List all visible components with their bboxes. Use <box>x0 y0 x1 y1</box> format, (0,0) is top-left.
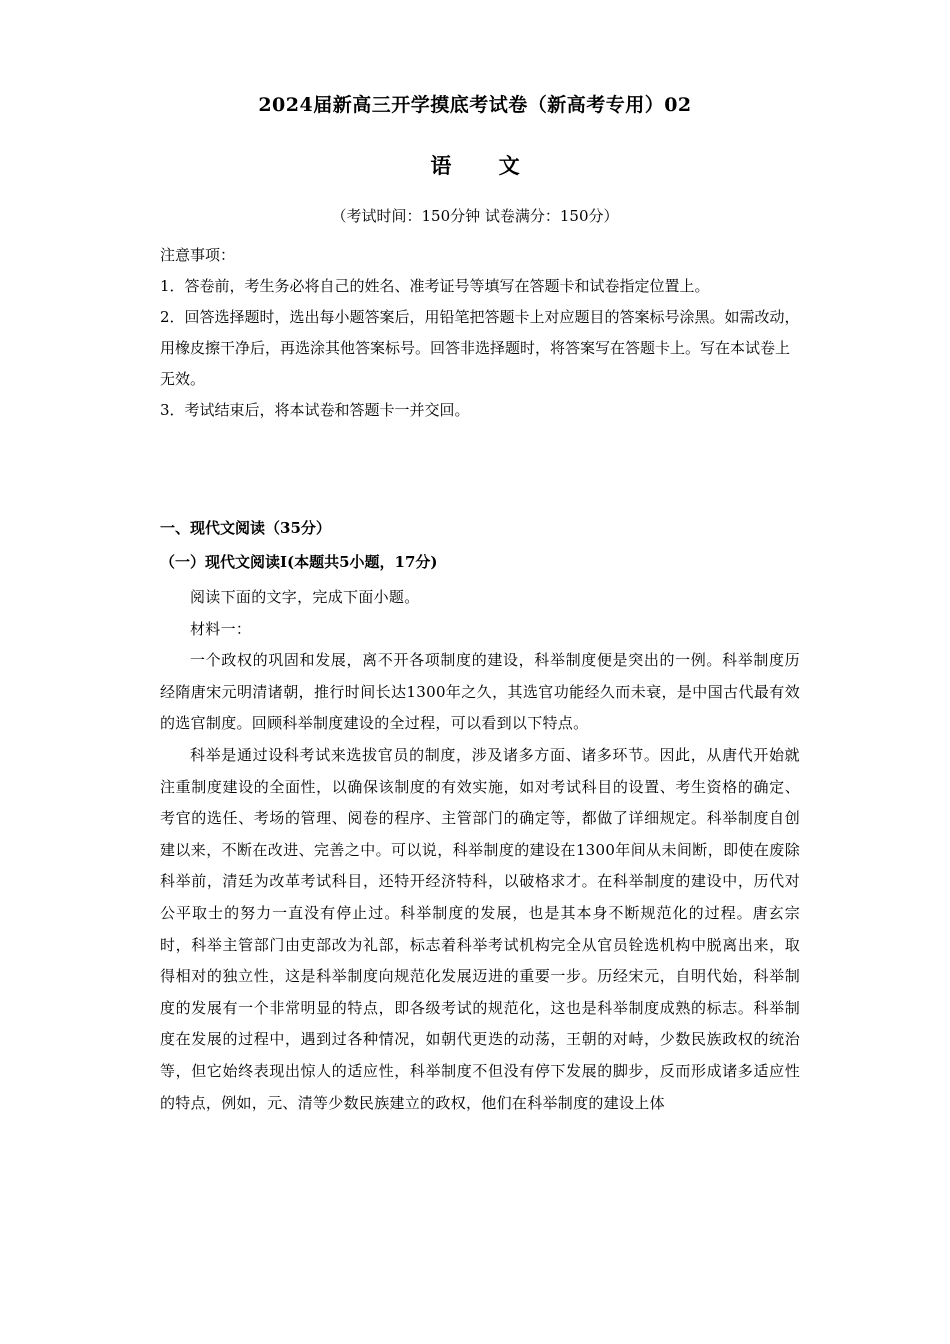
instruction: 阅读下面的文字，完成下面小题。 <box>190 588 420 606</box>
page-title: 2024届新高三开学摸底考试卷（新高考专用）02 <box>258 94 692 116</box>
exam-info: （考试时间：150分钟 试卷满分：150分） <box>331 207 619 225</box>
reading-passage <box>160 582 800 1119</box>
material-label: 材料一： <box>190 619 252 638</box>
subsection-heading: （一）现代文阅读Ⅰ(本题共5小题，17分) <box>160 553 438 571</box>
notes-heading: 注意事项： <box>160 246 236 264</box>
note-item: 1．答卷前，考生务必将自己的姓名、准考证号等填写在答题卡和试卷指定位置上。 <box>160 277 710 295</box>
notes-block <box>160 240 800 426</box>
note-item: 2．回答选择题时，选出每小题答案后，用铅笔把答题卡上对应题目的答案标号涂黑。如需改动，用橡皮擦干净后，再选涂其他答案标号。回答非选择题时，将答案写在答题卡上。写在本试卷上无效。 <box>160 308 800 388</box>
subject-title: 语 文 <box>430 153 520 178</box>
paragraph: 科举是通过设科考试来选拔官员的制度，涉及诸多方面、诸多环节。因此，从唐代开始就注重制度建设的全面性，以确保该制度的有效实施，如对考试科目的设置、考生资格的确定、考官的选任、考场的管理、阅卷的程序、主管部门的确定等，都做了详细规定。科举制度自创建以来，不断在改进、完善之中。可以说，科举制度的建设在1300年间从未间断，即使在废除科举前，清廷为改革考试科目，还特开经济特科，以破格求才。在科举制度的建设中，历代对公平取士的努力一直没有停止过。科举制度的发展，也是其本身不断规范化的过程。唐玄宗时，科举主管部门由吏部改为礼部，标志着科举考试机构完全从官员铨选机构中脱离出来，取得相对的独立性，这是科举制度向规范化发展迈进的重要一步。历经宋元，自明代始，科举制度的发展有一个非常明显的特点，即各级考试的规范化，这也是科举制度成熟的标志。科举制度在发展的过程中，遇到过各种情况，如朝代更迭的动荡，王朝的对峙，少数民族政权的统治等，但它始终表现出惊人的适应性，科举制度不但没有停下发展的脚步，反而形成诸多适应性的特点，例如，元、清等少数民族建立的政权，他们在科举制度的建设上体 <box>160 745 800 1112</box>
section-heading: 一、现代文阅读（35分） <box>160 519 331 537</box>
note-item: 3．考试结束后，将本试卷和答题卡一并交回。 <box>160 401 470 419</box>
paragraph: 一个政权的巩固和发展，离不开各项制度的建设，科举制度便是突出的一例。科举制度历经隋唐宋元明清诸朝，推行时间长达1300年之久，其选官功能经久而未衰，是中国古代最有效的选官制度。回顾科举制度建设的全过程，可以看到以下特点。 <box>160 651 800 733</box>
